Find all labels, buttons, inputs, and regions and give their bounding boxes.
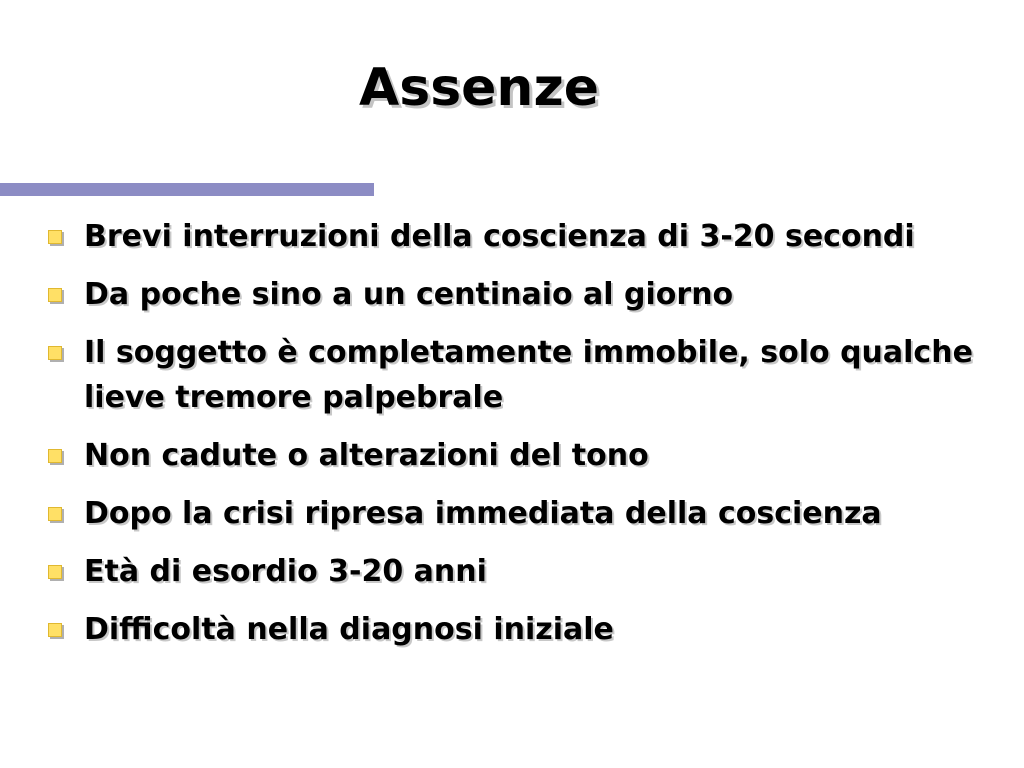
bullet-item [0, 272, 1000, 317]
bullet-text: Il soggetto è completamente immobile, solo qualche lieve tremore palpebrale [84, 335, 973, 415]
bullet-item [0, 433, 1000, 478]
bullet-text: Difficoltà nella diagnosi iniziale [84, 612, 614, 647]
bullet-text: Età di esordio 3-20 anni [84, 554, 487, 589]
square-bullet-icon [48, 623, 62, 637]
bullet-text: Da poche sino a un centinaio al giorno [84, 277, 734, 312]
square-bullet-icon [48, 507, 62, 521]
square-bullet-icon [48, 565, 62, 579]
bullet-text: Non cadute o alterazioni del tono [84, 438, 649, 473]
square-bullet-icon [48, 449, 62, 463]
bullet-item [0, 214, 1000, 259]
bullet-item [0, 491, 1000, 536]
bullet-list [0, 214, 1000, 665]
bullet-text: Brevi interruzioni della coscienza di 3-20 secondi [84, 219, 915, 254]
square-bullet-icon [48, 288, 62, 302]
slide-title: Assenze [359, 58, 599, 118]
bullet-item [0, 330, 1000, 420]
title-underline-rule [0, 183, 374, 196]
bullet-item [0, 549, 1000, 594]
square-bullet-icon [48, 230, 62, 244]
bullet-item [0, 607, 1000, 652]
square-bullet-icon [48, 346, 62, 360]
bullet-text: Dopo la crisi ripresa immediata della coscienza [84, 496, 882, 531]
